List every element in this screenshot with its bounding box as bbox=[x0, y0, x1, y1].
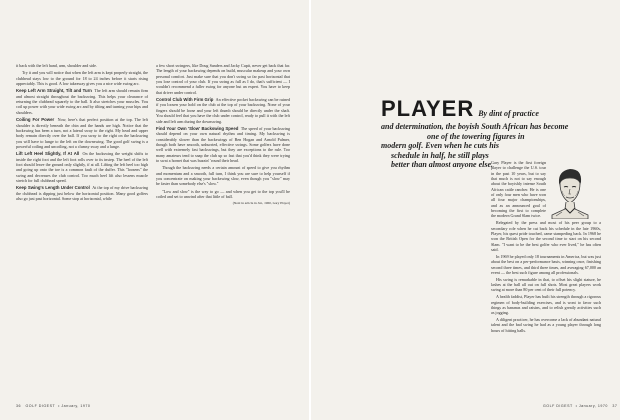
article-note: (Next in article in Jul., 1960, Gary Player) bbox=[232, 201, 290, 206]
left-page bbox=[0, 0, 309, 420]
article-column-1 bbox=[16, 63, 148, 204]
headline-title: PLAYER bbox=[381, 96, 475, 121]
article-headline bbox=[381, 96, 568, 170]
paragraph: "Low and slow" is the way to go — and when you get to the top you'll be coiled and set to unwind after that little of ball. bbox=[156, 188, 290, 200]
deck-line-6: better than almost anyone else. bbox=[391, 160, 493, 170]
section-text: An effective pocket backswing can be ruined if you loosen your hold on the club at the top of your backswing. None of your fingers should be loose and your left thumb should be directly under the shaft. You should feel that you have the club under control, ready to pull it with the left side and left arm during the downswing. bbox=[156, 97, 290, 124]
left-footer: 36 GOLF DIGEST • January, 1970 bbox=[16, 404, 91, 408]
deck-line-3: one of the towering figures in bbox=[427, 131, 525, 141]
paragraph: Relegated by the press and most of his peer group to a secondary role when he cut back his schedule in the late 1960s, Player, his quest pride touched, came stampeding back. In 1968 he won the British Open for the second time to start on his second Slam. "I want to be the best golfer who ever lived," he has often said. bbox=[491, 220, 601, 252]
paragraph: His swing is remarkable in that, to offset his slight stature, he lashes at the ball all out on full shots. Most great players work swing at more than 80 per cent of their full potency. bbox=[491, 276, 601, 293]
page-number: 37 bbox=[612, 404, 618, 408]
paragraph: In 1969 he played only 18 tournaments in America, but was just about the best on a per-performance basis, winning once, finishing second three times, and third three times, and averaging 67,000 an event — the best such figure among all professionals. bbox=[491, 253, 601, 275]
paragraph: Gary Player is the first foreign player to challenge the U.S. tour in the past 10 years, but to say that much is not to say enough about the boyishly intense South African cattle rancher. He is one of only four men who have won all four major championships, and as an announced goal of becoming the first to complete the modern Grand Slam twice. bbox=[491, 160, 546, 219]
section-heading: Keep Swing's Length Under Control bbox=[16, 185, 90, 191]
article-body bbox=[491, 160, 601, 335]
deck-line-5: schedule in half, he still plays bbox=[391, 150, 489, 160]
page-number: 36 bbox=[16, 404, 21, 408]
deck-line-1: By dint of practice bbox=[478, 109, 539, 118]
magazine-name: GOLF DIGEST bbox=[25, 404, 56, 408]
section-heading: Keep Left Arm Straight, Tilt and Turn bbox=[16, 88, 92, 94]
right-page bbox=[311, 0, 620, 420]
right-footer: GOLF DIGEST • January, 1970 37 bbox=[543, 404, 618, 408]
paragraph bbox=[156, 126, 290, 163]
paragraph bbox=[16, 117, 148, 149]
paragraph: it back with the left hand, arm, shoulder and side. bbox=[16, 63, 97, 68]
section-text: At the top of my drive backswing the clubhead is dipping just below the horizontal position. Many good golfers also go just past horizontal. Some stop at horizontal, while bbox=[16, 185, 148, 202]
deck-line-2: and determination, the boyish South African has become bbox=[381, 122, 569, 131]
portrait-spacer bbox=[549, 160, 601, 218]
paragraph bbox=[16, 151, 148, 183]
paragraph: Try it and you will notice that when the left arm is kept properly straight, the clubhead stays low to the ground for 18 to 24 inches before it starts rising appreciably. This is good. A low takeaway gives you a nice wide swing arc. bbox=[16, 70, 148, 87]
paragraph bbox=[16, 185, 148, 201]
paragraph: A diligent practicer, he has overcome a lack of abundant natural talent and the bad swing he had as a young player through long hours of hitting balls. bbox=[491, 317, 601, 333]
section-heading: Control Club With Firm Grip bbox=[156, 97, 214, 103]
section-text: The speed of your backswing should depend on your own natural rhythm and timing. My backswing is considerably slower than the backswings of Ben Hogan and Arnold Palmer, though both have smooth, unhurried, effective swings. Some golfers have done well with extremely fast backswings, but they are exceptions to the rule. Too many amateurs tend to snap the club up so fast that you'd think they were trying to swat a hornet that was buzzin' 'round their head. bbox=[156, 125, 291, 163]
deck-line-4: modern golf. Even when he cuts his bbox=[381, 141, 500, 151]
issue-date: January, 1970 bbox=[61, 404, 91, 408]
article-column-2 bbox=[156, 63, 290, 209]
section-heading: Coiling For Power bbox=[16, 117, 55, 123]
magazine-name: GOLF DIGEST bbox=[543, 404, 573, 408]
paragraph: a few short swingers, like Doug Sanders and Jacky Cupit, never get back that far. The length of your backswing depends on build, muscular makeup and your own personal comfort. Just make sure that you don't swing so far past horizontal that you lose control of your club. If you swing as full as I do, that's sufficient — I wouldn't recommend a fuller swing for anyone but an expert. You have to keep that driver under control. bbox=[156, 63, 290, 95]
issue-date: January, 1970 bbox=[578, 404, 608, 408]
section-heading: Lift Left Heel Slightly, If At All bbox=[16, 151, 80, 157]
section-heading: Find Your Own 'Slow' Backswing Speed bbox=[156, 125, 239, 131]
paragraph bbox=[16, 88, 148, 115]
section-text: Now, here's that perfect position at the top. The left shoulder is directly beneath the chin and the hands are high. Notice that the backswing has been a turn, not a lateral sway to the right. My head and upper body remain directly over the ball. If you sway to the right on the backswing you will have to lunge to the left on the downswing. The good golf swing is a powerful coiling and uncoiling, not a clumsy sway and a lunge. bbox=[16, 117, 149, 149]
section-text: The left arm should remain firm and almost straight throughout the backswing. This helps your clearance of returning the clubhead squarely to the ball. It also stretches your muscles. You coil up power with your wide swing arc and by tilting and turning your hips and shoulders. bbox=[16, 88, 148, 115]
section-text: On the backswing the weight shifts to inside the right foot and the left foot rolls over to its instep. The heel of the left foot should leave the ground only slightly, if at all. Lifting the left heel too high and going up onto the toe is a common fault of the duffer. This "loosens" the swing and decreases the club control. Too much heel lift also lessens muscle stretch for full clubhead speed. bbox=[16, 151, 149, 184]
paragraph: Though the backswing needs a certain amount of speed to give you rhythm and momentum and a smooth, full turn, I think you are sure to help yourself if you concentrate on making your backswing slow, even though you "slow" may be faster than somebody else's "slow." bbox=[156, 165, 290, 187]
paragraph: A health faddist, Player has built his strength through a rigorous regimen of body-building exercises, and is wont to favor such things as bananas and raisins, and to relish greatly activities such as jogging. bbox=[491, 294, 601, 316]
paragraph bbox=[156, 97, 290, 124]
